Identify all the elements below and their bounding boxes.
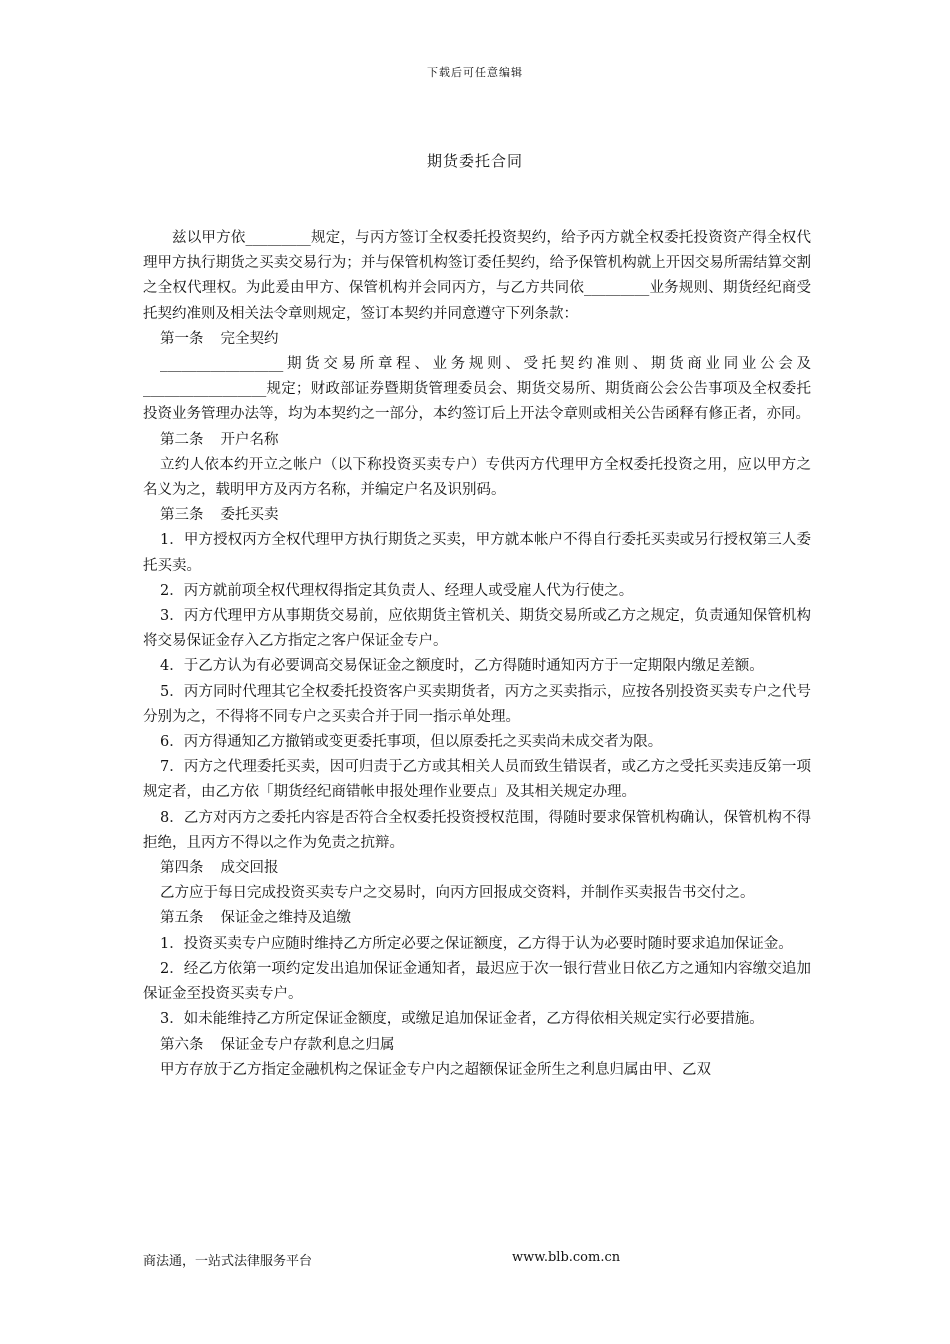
article-3-heading bbox=[143, 503, 811, 528]
article-3-item-3: 3．丙方代理甲方从事期货交易前，应依期货主管机关、期货交易所或乙方之规定，负责通知保管机构将交易保证金存入乙方指定之客户保证金专户。 bbox=[143, 608, 811, 650]
article-3-item-1: 1．甲方授权丙方全权代理甲方执行期货之买卖，甲方就本帐户不得自行委托买卖或另行授权第三人委托买卖。 bbox=[143, 532, 811, 574]
article-2-heading bbox=[143, 428, 811, 453]
article-title: 保证金之维持及追缴 bbox=[220, 910, 351, 927]
contract-body bbox=[143, 226, 811, 1083]
footer-platform-name: 商法通，一站式法律服务平台 bbox=[143, 1254, 313, 1269]
document-title: 期货委托合同 bbox=[426, 152, 523, 170]
article-3-item-4: 4．于乙方认为有必要调高交易保证金之额度时，乙方得随时通知丙方于一定期限内缴足差额。 bbox=[160, 658, 764, 675]
article-number: 第六条 bbox=[160, 1036, 204, 1053]
article-5-heading bbox=[143, 906, 811, 931]
article-number: 第二条 bbox=[160, 431, 204, 448]
article-3-item-5: 5．丙方同时代理其它全权委托投资客户买卖期货者，丙方之买卖指示，应按各别投资买卖专户之代号分别为之，不得将不同专户之买卖合并于同一指示单处理。 bbox=[143, 683, 811, 725]
article-2-paragraph: 立约人依本约开立之帐户（以下称投资买卖专户）专供丙方代理甲方全权委托投资之用，应以甲方之名义为之，载明甲方及丙方名称，并编定户名及识别码。 bbox=[143, 456, 811, 499]
article-title: 开户名称 bbox=[220, 431, 279, 448]
article-3-item-7: 7．丙方之代理委托买卖，因可归责于乙方或其相关人员而致生错误者，或乙方之受托买卖违反第一项规定者，由乙方依「期货经纪商错帐申报处理作业要点」及其相关规定办理。 bbox=[143, 759, 811, 801]
article-1-heading bbox=[143, 327, 811, 352]
article-3-item-2: 2．丙方就前项全权代理权得指定其负责人、经理人或受雇人代为行使之。 bbox=[160, 582, 634, 599]
article-title: 成交回报 bbox=[220, 860, 279, 877]
article-1-paragraph: _________________期货交易所章程、业务规则、受托契约准则、期货商业同业公会及_________________规定；财政部证券暨期货管理委员会、期货交易所、期货商公会公告事项及全权委托投资业务管理办法等，均为本契约之一部分，本约签订后上开法令章则或相关公告函释有修正者，亦同。 bbox=[143, 356, 811, 423]
article-6-paragraph: 甲方存放于乙方指定金融机构之保证金专户内之超额保证金所生之利息归属由甲、乙双 bbox=[160, 1061, 711, 1078]
article-number: 第一条 bbox=[160, 330, 204, 347]
article-title: 完全契约 bbox=[220, 330, 279, 347]
article-4-heading bbox=[143, 856, 811, 881]
article-3-item-8: 8．乙方对丙方之委托内容是否符合全权委托投资授权范围，得随时要求保管机构确认，保管机构不得拒绝，且丙方不得以之作为免责之抗辩。 bbox=[143, 809, 811, 851]
article-4-paragraph: 乙方应于每日完成投资买卖专户之交易时，向丙方回报成交资料，并制作买卖报告书交付之。 bbox=[160, 885, 755, 902]
article-number: 第四条 bbox=[160, 860, 204, 877]
download-note: 下载后可任意编辑 bbox=[427, 66, 523, 79]
footer-website[interactable]: www.blb.com.cn bbox=[512, 1250, 621, 1265]
article-5-item-3: 3．如未能维持乙方所定保证金额度，或缴足追加保证金者，乙方得依相关规定实行必要措施。 bbox=[160, 1011, 764, 1028]
article-number: 第五条 bbox=[160, 910, 204, 927]
article-5-item-2: 2．经乙方依第一项约定发出追加保证金通知者，最迟应于次一银行营业日依乙方之通知内容缴交追加保证金至投资买卖专户。 bbox=[143, 960, 811, 1003]
intro-paragraph: 兹以甲方依_________规定，与丙方签订全权委托投资契约，给予丙方就全权委托投资资产得全权代理甲方执行期货之买卖交易行为；并与保管机构签订委任契约，给予保管机构就上开因交易所需结算交割之全权代理权。为此爰由甲方、保管机构并会同丙方，与乙方共同依_________业务规则、期货经纪商受托契约准则及相关法令章则规定，签订本契约并同意遵守下列条款： bbox=[143, 230, 811, 322]
article-3-item-6: 6．丙方得通知乙方撤销或变更委托事项，但以原委托之买卖尚未成交者为限。 bbox=[160, 734, 663, 751]
article-title: 保证金专户存款利息之归属 bbox=[220, 1036, 395, 1053]
article-number: 第三条 bbox=[160, 507, 204, 524]
article-5-item-1: 1．投资买卖专户应随时维持乙方所定必要之保证额度，乙方得于认为必要时随时要求追加保证金。 bbox=[160, 935, 793, 952]
article-6-heading bbox=[143, 1033, 811, 1058]
article-title: 委托买卖 bbox=[220, 507, 279, 524]
